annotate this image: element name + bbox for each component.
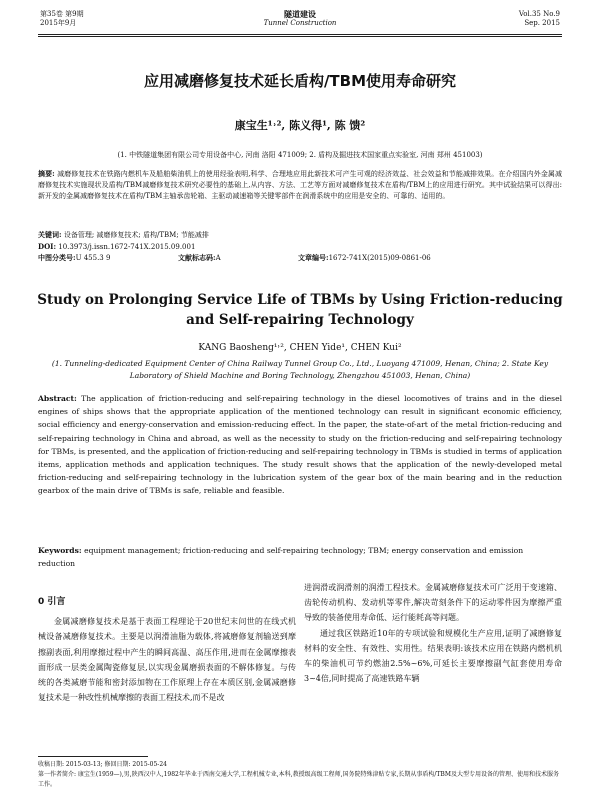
article-no-label: 文章编号: (298, 253, 329, 262)
header-date-en: Sep. 2015 (524, 19, 560, 27)
en-authors: KANG Baosheng¹˒², CHEN Yide¹, CHEN Kui² (198, 343, 402, 353)
en-abstract-text: The application of friction-reducing and self-repairing technology in the diesel locomotives of trains and in the diesel engines of ships shows that the appropriate application of the mentioned technology can result in significant economic efficiency, social efficiency and energy-conservation and emission-reducing effect. In the paper, the state-of-art of the metal friction-reducing and self-repairing technology in China and abroad, as well as the necessity to study on the friction-reducing and self-repairing technology for TBMs, is presented, and the application of friction-reducing and self-repairing technology in TBMs is studied in terms of application items, application methods and application techniques. The study result shows that the application of the newly-developed metal friction-reducing and self-repairing technology in the lubrication system of the gear box of the main bearing and in the reduction gearbox of the main drive of TBMs is safe, reliable and feasible. (38, 394, 562, 496)
cn-keywords-text: 设备管理; 减磨修复技术; 盾构/TBM; 节能减排 (63, 231, 209, 239)
footnote (38, 760, 562, 790)
header-volume-en: Vol.35 No.9 (518, 10, 560, 18)
clc-label: 中图分类号: (38, 253, 76, 262)
footnote-author-bio: 第一作者简介: 康宝生(1959—),男,陕西汉中人,1982年毕业于西南交通大学,工程机械专业,本科,教授级高级工程师,国务院特殊津贴专家,长期从事盾构/TBM及大型专用设备的管理、使用和技术服务工作。 (38, 771, 559, 788)
cn-doi (38, 241, 562, 253)
header-center (0, 10, 600, 28)
journal-name-cn: 隧道建设 (284, 9, 316, 19)
body-right-column (304, 580, 562, 686)
en-keywords (38, 544, 562, 570)
body-left-column (38, 595, 296, 705)
en-title (0, 290, 600, 330)
cn-keywords-label: 关键词: (38, 230, 62, 239)
en-abstract (38, 392, 562, 498)
en-abstract-label: Abstract: (38, 394, 77, 403)
header-rule (38, 34, 562, 35)
header-date: 2015年9月 (40, 19, 77, 27)
doc-code-field (178, 253, 221, 263)
en-title-line2: and Self-repairing Technology (186, 312, 414, 328)
article-no-value: 1672-741X(2015)09-0861-06 (328, 254, 431, 262)
footnote-rule (38, 756, 148, 757)
cn-abstract (38, 168, 562, 202)
doi-label: DOI: (38, 242, 57, 251)
cn-title: 应用减磨修复技术延长盾构/TBM使用寿命研究 (143, 72, 457, 90)
article-no-field (298, 253, 431, 263)
cn-affiliation: (1. 中铁隧道集团有限公司专用设备中心, 河南 洛阳 471009; 2. 盾构及掘进技术国家重点实验室, 河南 郑州 451003) (117, 151, 483, 159)
header-right (519, 10, 560, 28)
header-rule-2 (38, 36, 562, 37)
en-keywords-label: Keywords: (38, 546, 82, 555)
footnote-received: 收稿日期: 2015-03-13; 修回日期: 2015-05-24 (38, 761, 167, 768)
en-keywords-text: equipment management; friction-reducing and self-repairing technology; TBM; energy conservation and emission reduction (38, 546, 524, 568)
en-affiliation: (1. Tunneling-dedicated Equipment Center of China Railway Tunnel Group Co., Ltd., Luoyang 471009, Henan, China; 2. State Key Laboratory of Shield Machine and Boring Technology, Zhengzhou 451003, Henan, China) (51, 359, 549, 380)
journal-name-en: Tunnel Construction (263, 19, 337, 27)
en-title-line1: Study on Prolonging Service Life of TBMs by Using Friction-reducing (37, 292, 563, 308)
doi-value: 10.3973/j.issn.1672-741X.2015.09.001 (58, 243, 196, 251)
cn-abstract-text: 减磨修复技术在铁路内燃机车及船舶柴油机上的使用经验表明,科学、合理地应用此新技术可产生可观的经济效益、社会效益和节能减排效果。在介绍国内外金属减磨修复技术实施现状及盾构/TBM减磨修复技术研究必要性的基础上,从内容、方法、工艺等方面对减磨修复技术在盾构/TBM上的应用进行研究。其中试验结果可以得出:新开发的金属减磨修复技术在盾构/TBM主轴承齿轮箱、主驱动减速箱等关键零部件在润滑系统中的应用是安全的、可靠的、适用的。 (38, 170, 562, 200)
body-paragraph: 通过我区铁路近10年的专项试验和规模化生产应用,证明了减磨修复材料的安全性、有效性、实用性。结果表明:该技术应用在铁路内燃机机车的柴油机可节约燃油2.5%~6%,可延长主要摩擦副气缸套使用寿命3~4倍,同时提高了高速铁路车辆 (304, 628, 562, 684)
cn-abstract-label: 摘要: (38, 169, 55, 178)
cn-authors: 康宝生¹˒², 陈义得¹, 陈 馈² (234, 119, 366, 132)
clc-value: U 455.3 9 (75, 254, 111, 262)
body-paragraph: 金属减磨修复技术是基于表面工程理论于20世纪末问世的在线式机械设备减磨修复技术。主要是以润滑油脂为载体,将减磨修复剂输送到摩擦副表面,利用摩擦过程中产生的瞬间高温、高压作用,进而在金属摩擦表面形成一层类金属陶瓷修复层,以实现金属磨损表面的不解体修复。与传统的各类减磨节能和密封添加物在工作原理上存在本质区别,金属减磨修复技术是一种改性机械摩擦的表面工程技术,而不是改 (38, 617, 296, 703)
doc-code-label: 文献标志码: (178, 253, 216, 262)
cn-keywords (38, 229, 562, 241)
body-paragraph-continued: 进润滑或润滑剂的润滑工程技术。金属减磨修复技术可广泛用于变速箱、齿轮传动机构、发动机等零件,解决苛刻条件下的运动零件因为摩擦严重导致的装备使用寿命低、运行能耗高等问题。 (304, 583, 562, 623)
clc-field (38, 253, 110, 263)
section-heading-intro: 0 引言 (38, 597, 66, 607)
header-volume: 第35卷 第9期 (40, 10, 84, 18)
doc-code-value: A (215, 254, 221, 262)
